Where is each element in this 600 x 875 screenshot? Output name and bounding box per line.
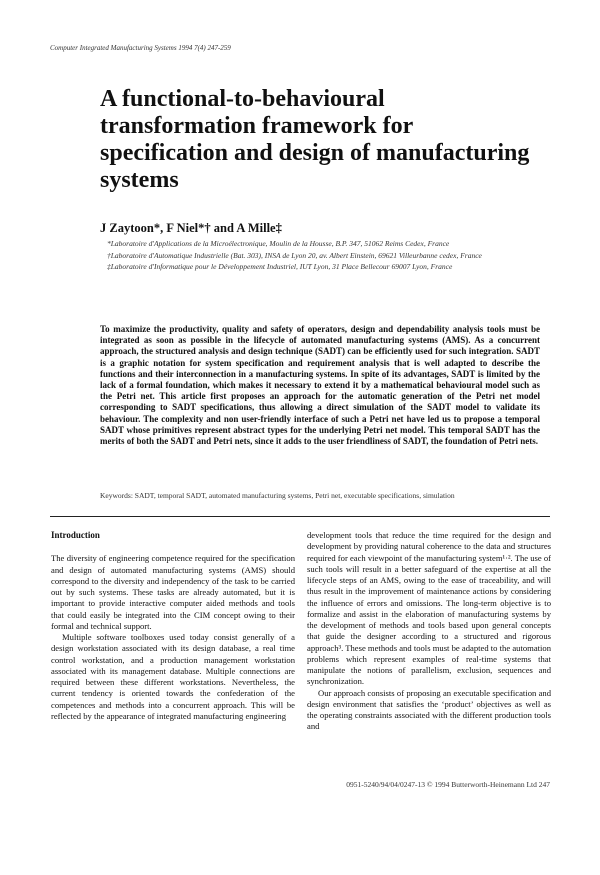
affiliation-1: *Laboratoire d'Applications de la Microélectronique, Moulin de la Housse, B.P. 347, 51062 Reims Cedex, France [107,239,450,248]
abstract: To maximize the productivity, quality and safety of operators, design and dependability analysis tools must be integrated as soon as possible in the lifecycle of automated manufacturing systems (AMS). As a concurrent approach, the structured analysis and design technique (SADT) can be efficiently used for such integration. SADT is a graphic notation for system specification and requirement analysis that is well adapted to describe the functions and their interconnection in a manufacturing systems. In spite of its advantages, SADT is limited by the lack of a formal foundation, which makes it necessary to extend it by a mathematical behavioural model such as the Petri net. This article first proposes an approach for the automatic generation of the Petri net model corresponding to SADT specifications, thus allowing a direct simulation of the SADT model to validate its behaviour. The complexity and non user-friendly interface of such a Petri net have led us to propose a temporal SADT whose primitives represent abstract types for the underlying Petri net model. This temporal SADT has the merits of both the SADT and Petri nets, since it adds to the user friendliness of SADT, the foundation of Petri nets. [100,324,540,447]
body-paragraph: The diversity of engineering competence required for the specification and design of automated manufacturing systems (AMS) should correspond to the diversity and independency of the task to be carried out by such systems. These tasks are already automated, but it is important to provide interactive computer aided methods and tools that could easily be integrated into the CIM concept owing to their formal and technical support. [51,553,295,631]
section-divider [50,516,550,517]
paper-title: A functional-to-behavioural transformation framework for specification and design of manufacturing systems [100,86,530,193]
affiliation-3: ‡Laboratoire d'Informatique pour le Développement Industriel, IUT Lyon, 31 Place Bellecour 69007 Lyon, France [107,262,453,271]
keywords: Keywords: SADT, temporal SADT, automated manufacturing systems, Petri net, executable specifications, simulation [100,491,455,500]
body-column-right [307,530,551,733]
section-heading-introduction: Introduction [51,530,100,540]
author-list: J Zaytoon*, F Niel*† and A Mille‡ [100,221,282,235]
affiliation-2: †Laboratoire d'Automatique Industrielle (Bat. 303), INSA de Lyon 20, av. Albert Einstein, 69621 Villeurbanne cedex, France [107,250,482,260]
page-footer: 0951-5240/94/04/0247-13 © 1994 Butterworth-Heinemann Ltd 247 [346,780,550,789]
body-paragraph: development tools that reduce the time required for the design and development by providing natural coherence to the data and structures required for each viewpoint of the manufacturing system¹·². The use of such tools will result in a better safeguard of the expertise at all the lifecycle steps of an AMS, owing to the ease of traceability, and will thus result in the improvement of maintenance actions by considering the influence of errors and omissions. The long-term objective is to formalize and assist in the elaboration of manufacturing systems by the development of methods and tools based upon general concepts that guide the designer according to a structured and rigorous approach³. These methods and tools must be adapted to the automation problems which represent examples of real-time systems that manipulate the notions of parallelism, exclusion, sequences and synchronization. [307,530,551,687]
body-paragraph: Multiple software toolboxes used today consist generally of a design workstation associated with its design database, a real time control workstation, and a production management workstation associated with its management database. Multiple connections are required between these different workstations. Nevertheless, the current tendency is oriented towards the confederation of the competences and methods into a concurrent approach. This will be reflected by the appearance of integrated manufacturing engineering [51,632,295,721]
journal-citation: Computer Integrated Manufacturing Systems 1994 7(4) 247-259 [50,44,231,52]
body-column-left [51,530,295,722]
affiliations [107,239,547,274]
body-paragraph: Our approach consists of proposing an executable specification and design environment that satisfies the ‘product’ objectives as well as the operating constraints associated with the different production tools and [307,687,551,732]
